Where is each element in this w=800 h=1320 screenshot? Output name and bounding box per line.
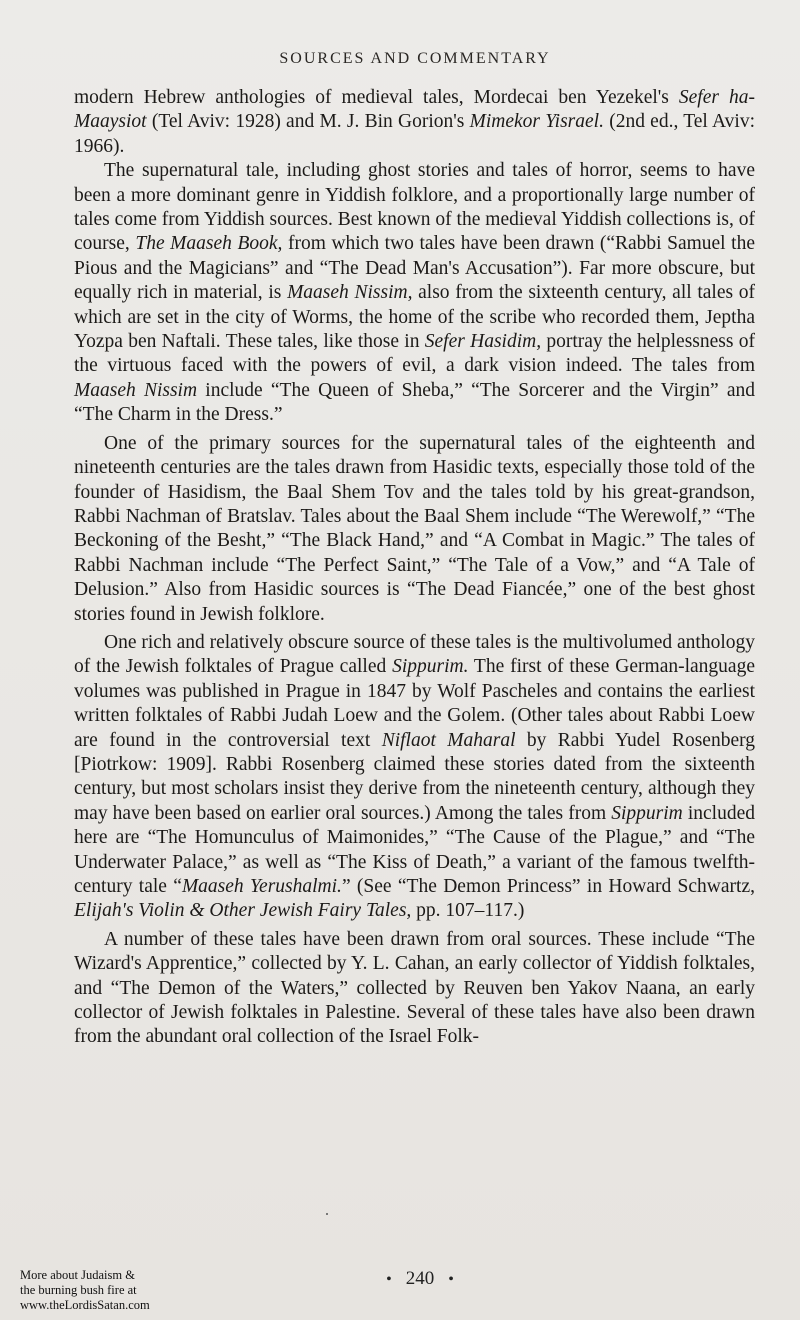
italic-title: Maaseh Nissim	[74, 379, 198, 401]
text-run: (2nd ed., Tel Aviv: 1966).	[74, 111, 755, 157]
text-run: pp. 107–117.)	[411, 900, 525, 922]
page-number-line	[365, 1268, 475, 1290]
text-run: ” (See “The Demon Princess” in Howard Schwartz,	[341, 876, 755, 897]
paragraph	[74, 159, 755, 427]
paragraph	[74, 631, 755, 924]
italic-title: Elijah's Violin & Other Jewish Fairy Tales,	[74, 900, 412, 922]
text-run: The first of these German-language volumes was published in Prague in 1847 by Wolf Pascheles and contains the earliest written folktales of Rabbi Judah Loew and the Golem. (Other tales about Rabbi Loew are found in the controversial text	[74, 656, 755, 751]
text-run: also from the sixteenth century, all tales of which are set in the city of Worms, the home of the scribe who recorded them, Jeptha Yozpa ben Naftali. These tales, like those in	[74, 282, 756, 353]
watermark-line: More about Judaism &	[20, 1268, 135, 1282]
italic-title: Sefer ha-Maaysiot	[74, 87, 755, 133]
folio-dot-right: •	[448, 1271, 454, 1288]
text-run: One of the primary sources for the supernatural tales of the eighteenth and nineteenth centuries are the tales drawn from Hasidic texts, especially those told of the founder of Hasidism, the Baal Shem Tov and the tales told by his great-grandson, Rabbi Nachman of Bratslav. Tales about the Baal Shem include “The Werewolf,” “The Beckoning of the Besht,” “The Black Hand,” and “A Combat in Magic.” The tales of Rabbi Nachman include “The Perfect Saint,” “The Tale of a Vow,” and “A Tale of Delusion.” Also from Hasidic sources is “The Dead Fiancée,” one of the best ghost stories found in Jewish folklore.	[74, 432, 755, 625]
text-run: modern Hebrew anthologies of medieval tales, Mordecai ben Yezekel's	[74, 87, 679, 108]
folio-dot-left: •	[386, 1271, 392, 1288]
paragraph	[74, 432, 755, 627]
text-run: by Rabbi Yudel Rosenberg [Piotrkow: 1909]. Rabbi Rosenberg claimed these stories dated from the sixteenth century, but most scholars insist they derive from the nineteenth century, although they may have been based on earlier oral sources.) Among the tales from	[74, 729, 755, 824]
text-run: included here are “The Homunculus of Maimonides,” “The Cause of the Plague,” and “The Underwater Palace,” as well as “The Kiss of Death,” a variant of the famous twelfth-century tale “	[74, 802, 755, 897]
italic-title: Maaseh Nissim,	[287, 282, 413, 304]
text-run: One rich and relatively obscure source of these tales is the multivolumed anthology of the Jewish folktales of Prague called	[74, 631, 755, 678]
italic-title: Maaseh Yerushalmi.	[181, 876, 342, 897]
text-run: (Tel Aviv: 1928) and M. J. Bin Gorion's	[146, 111, 470, 133]
paragraph	[74, 86, 755, 159]
page-number: 240	[405, 1268, 435, 1289]
running-head: SOURCES AND COMMENTARY	[279, 50, 551, 67]
body-text	[74, 86, 755, 1050]
watermark-line: www.theLordisSatan.com	[20, 1298, 150, 1312]
italic-title: Sippurim	[611, 802, 683, 824]
italic-title: Mimekor Yisrael.	[469, 111, 604, 133]
text-run: from which two tales have been drawn (“Rabbi Samuel the Pious and the Magicians” and “The Dead Man's Accusation”). Far more obscure, but equally rich in material, is	[74, 233, 755, 304]
italic-title: Sippurim.	[392, 656, 469, 678]
scan-speck	[326, 1213, 328, 1215]
watermark	[20, 1268, 190, 1313]
watermark-line: the burning bush fire at	[20, 1283, 137, 1297]
italic-title: Niflaot Maharal	[381, 729, 516, 751]
italic-title: The Maaseh Book,	[135, 233, 283, 255]
text-run: The supernatural tale, including ghost stories and tales of horror, seems to have been a more dominant genre in Yiddish folklore, and a proportionally large number of tales come from Yiddish sources. Best known of the medieval Yiddish collections is, of course,	[74, 160, 755, 255]
text-run: include “The Queen of Sheba,” “The Sorcerer and the Virgin” and “The Charm in the Dress.”	[74, 379, 755, 426]
text-run: A number of these tales have been drawn from oral sources. These include “The Wizard's Apprentice,” collected by Y. L. Cahan, an early collector of Yiddish folktales, and “The Demon of the Waters,” collected by Reuven ben Yakov Naana, an early collector of Jewish folktales in Palestine. Several of these tales have also been drawn from the abundant oral collection of the Israel Folk-	[74, 928, 755, 1048]
text-run: portray the helplessness of the virtuous faced with the powers of evil, a dark vision indeed. The tales from	[74, 331, 755, 377]
italic-title: Sefer Hasidim,	[424, 331, 542, 353]
paragraph	[74, 928, 755, 1050]
